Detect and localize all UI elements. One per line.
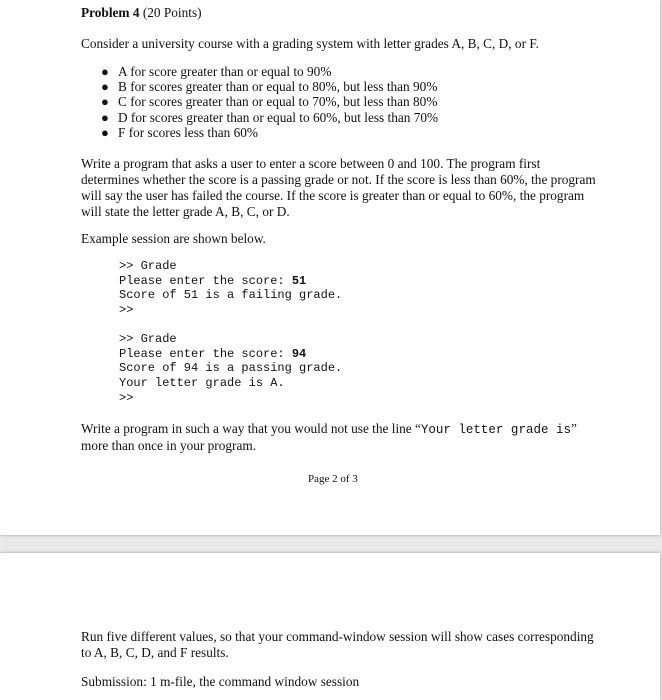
problem-heading xyxy=(81,5,202,21)
run-instructions: Run five different values, so that your command-window session will show cases corresponding to A, B, C, D, and F results. xyxy=(81,629,594,660)
constraint-text: Write a program in such a way that you would not use the line “Your letter grade is” more than once in your program. xyxy=(81,421,577,453)
bullet-icon: ● xyxy=(101,79,109,95)
list-item: ● B for scores greater than or equal to 80%, but less than 90% xyxy=(101,79,438,95)
inline-code: Your letter grade is xyxy=(420,423,571,437)
example-session-2: >> Grade Please enter the score: 94 Score of 94 is a passing grade. Your letter grade is A. >> xyxy=(119,332,343,405)
problem-points: (20 Points) xyxy=(142,5,202,20)
list-item: ● A for score greater than or equal to 90% xyxy=(101,64,332,79)
bullet-icon: ● xyxy=(101,94,109,110)
intro-text: Consider a university course with a grading system with letter grades A, B, C, D, or F. xyxy=(81,36,539,51)
example-heading: Example session are shown below. xyxy=(81,231,266,246)
list-item: ● F for scores less than 60% xyxy=(101,124,258,140)
page-number: Page 2 of 3 xyxy=(308,473,358,485)
document-page-2 xyxy=(0,553,660,700)
problem-title: Problem 4 xyxy=(81,5,140,20)
bullet-icon: ● xyxy=(101,124,109,140)
submission-text: 1 m-file, the command window session xyxy=(146,674,360,689)
list-item: ● C for scores greater than or equal to 70%, but less than 80% xyxy=(101,94,438,110)
submission-label: Submission: xyxy=(81,674,147,689)
bullet-icon: ● xyxy=(101,64,109,79)
grade-criteria-list xyxy=(101,64,438,140)
list-item: ● D for scores greater than or equal to 60%, but less than 70% xyxy=(101,109,439,125)
submission-line xyxy=(81,674,359,690)
example-session-1: >> Grade Please enter the score: 51 Score of 51 is a failing grade. >> xyxy=(119,259,343,318)
bullet-icon: ● xyxy=(101,109,109,125)
task-description: Write a program that asks a user to enter a score between 0 and 100. The program first determines whether the score is a passing grade or not. If the score is less than 60%, the program will say the user has failed the course. If the score is greater than or equal to 60%, the program will state the letter grade A, B, C, or D. xyxy=(81,156,596,219)
